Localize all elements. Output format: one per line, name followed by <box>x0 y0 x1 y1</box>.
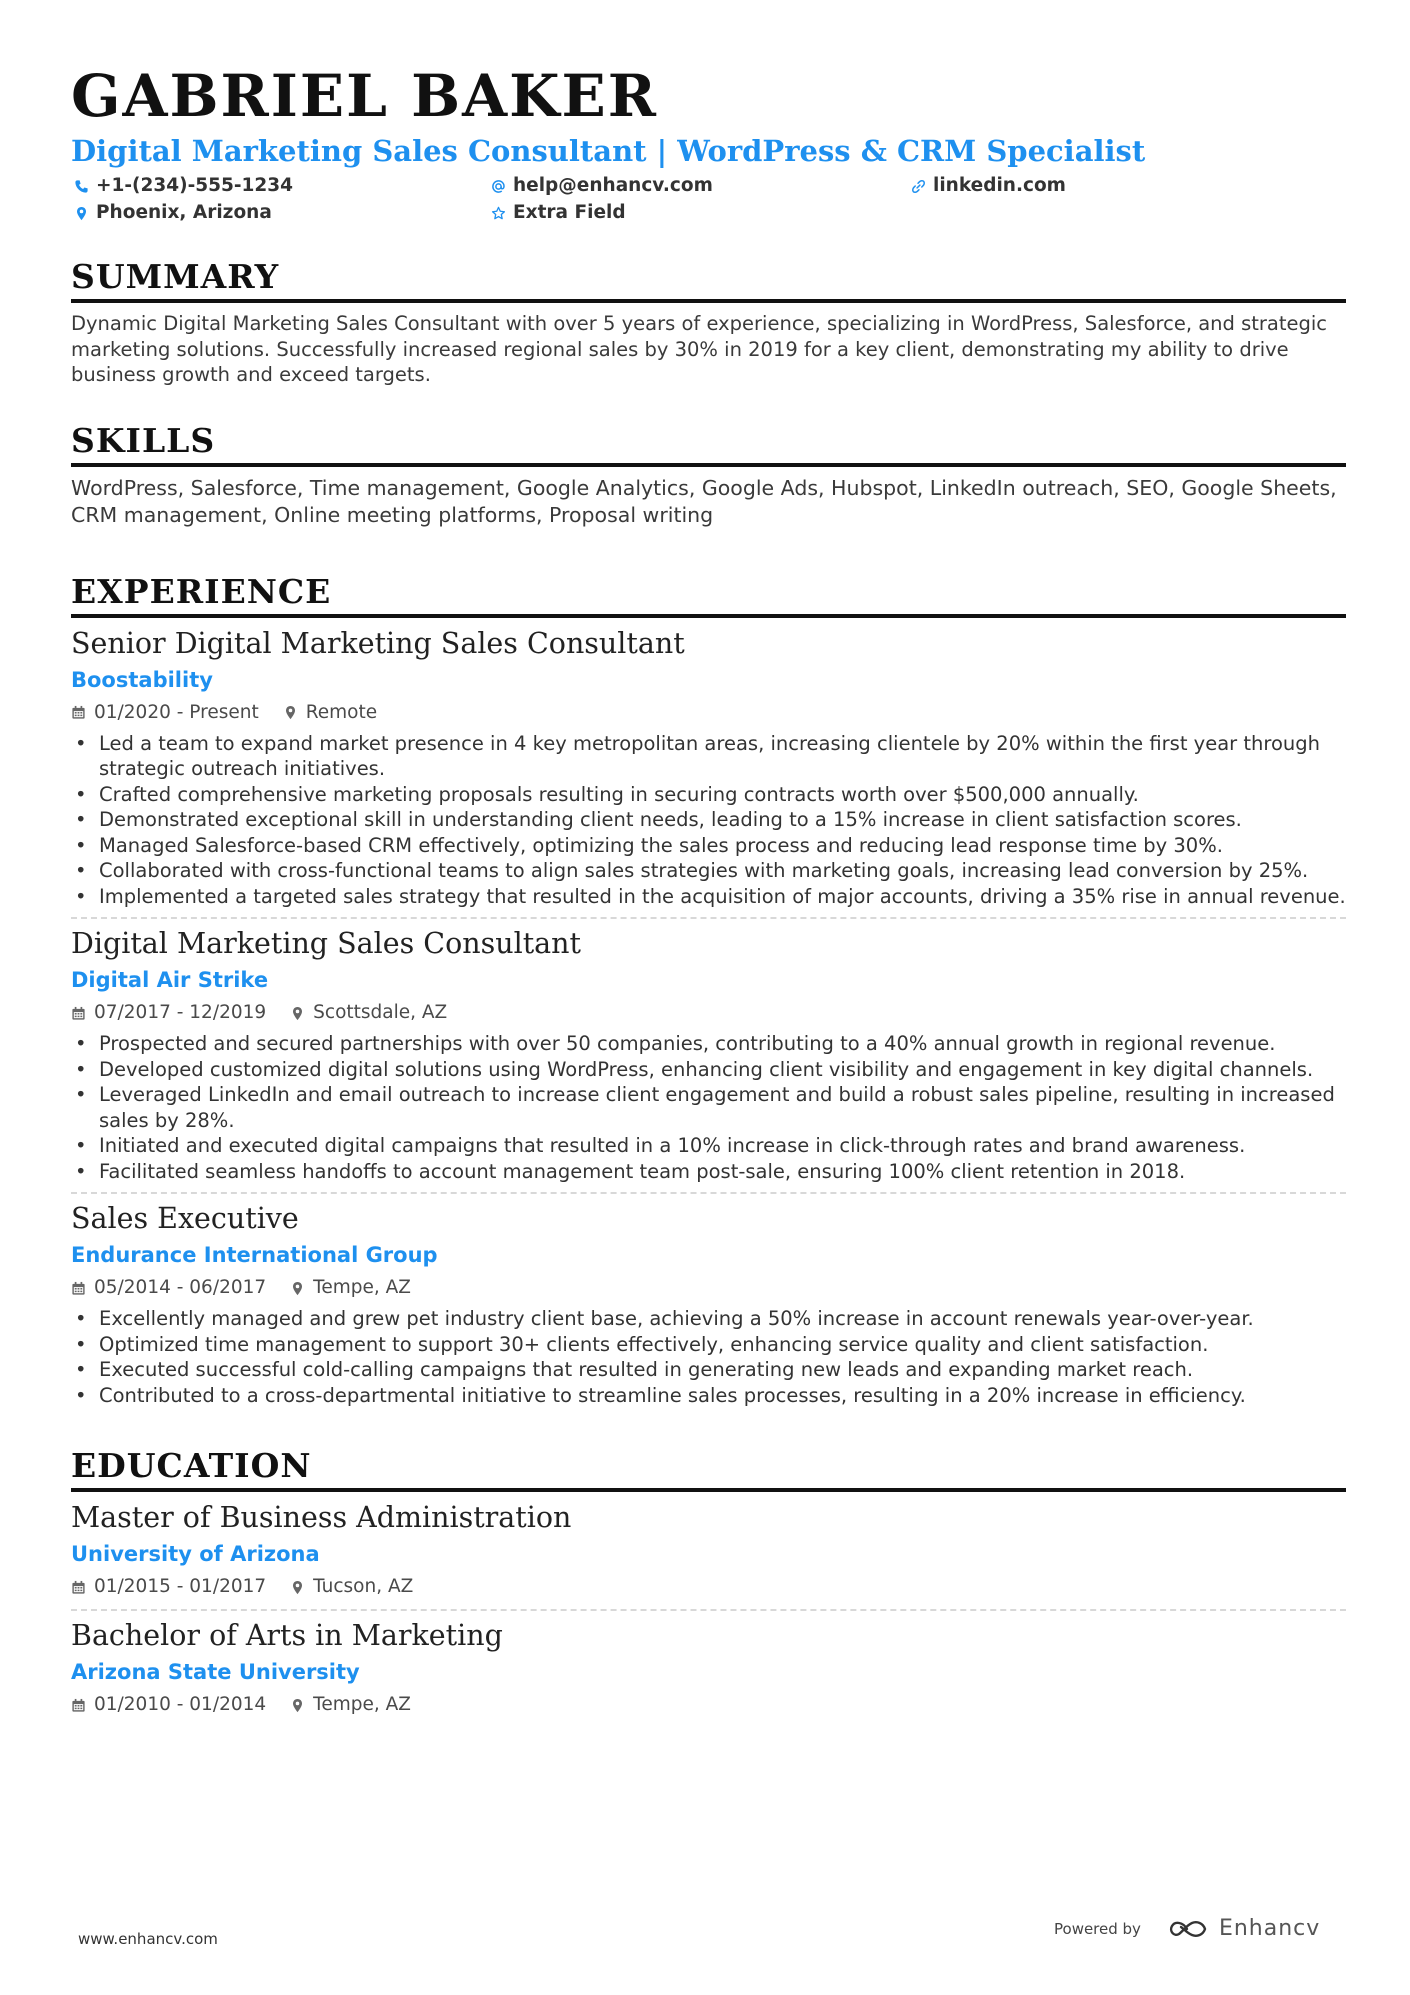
location-pin-icon <box>290 1698 305 1713</box>
list-item: • Optimized time management to support 30+ clients effectively, enhancing service quality and client satisfaction. <box>71 1332 1346 1358</box>
job-location: Scottsdale, AZ <box>313 1002 448 1023</box>
experience-section <box>71 570 1346 1409</box>
resume-page <box>71 60 1346 1719</box>
list-item: • Leveraged LinkedIn and email outreach to increase client engagement and build a robust sales pipeline, resulting in increased sales by 28%. <box>71 1082 1346 1133</box>
job-meta <box>71 1274 1346 1302</box>
company-name[interactable]: Digital Air Strike <box>71 968 269 992</box>
at-icon <box>490 178 506 194</box>
job-title: Senior Digital Marketing Sales Consultant <box>71 626 685 660</box>
education-heading: EDUCATION <box>71 1444 1346 1492</box>
job-bullets <box>71 1031 1346 1184</box>
contact-location <box>73 200 272 226</box>
phone-icon <box>73 178 89 194</box>
location-pin-icon <box>290 1006 305 1021</box>
summary-text: Dynamic Digital Marketing Sales Consultant with over 5 years of experience, specializing in WordPress, Salesforce, and strategic marketing solutions. Successfully increased regional sales by 30% in 2019 for a key client, demonstrating my ability to drive business growth and exceed targets. <box>71 312 1328 386</box>
education-meta <box>71 1691 1346 1719</box>
location-text: Phoenix, Arizona <box>96 202 272 223</box>
list-item: • Prospected and secured partnerships with over 50 companies, contributing to a 40% annual growth in regional revenue. <box>71 1031 1346 1057</box>
education-section <box>71 1444 1346 1719</box>
contact-phone[interactable] <box>73 173 293 199</box>
enhancv-brand: Enhancv <box>1218 1916 1321 1941</box>
calendar-icon <box>71 1006 86 1021</box>
contact-info <box>71 172 1346 230</box>
education-dates: 01/2010 - 01/2014 <box>94 1694 267 1715</box>
list-item: • Implemented a targeted sales strategy that resulted in the acquisition of major accounts, driving a 35% rise in annual revenue. <box>71 884 1346 910</box>
entry-divider <box>71 1192 1346 1194</box>
school-name[interactable]: University of Arizona <box>71 1542 320 1566</box>
list-item: • Led a team to expand market presence in 4 key metropolitan areas, increasing clientele by 20% within the first year through strategic outreach initiatives. <box>71 731 1346 782</box>
location-pin-icon <box>283 705 298 720</box>
candidate-name: GABRIEL BAKER <box>71 62 658 130</box>
location-pin-icon <box>290 1281 305 1296</box>
contact-extra <box>490 200 626 226</box>
job-dates: 05/2014 - 06/2017 <box>94 1277 267 1298</box>
job-title: Digital Marketing Sales Consultant <box>71 927 581 960</box>
star-icon <box>490 205 506 221</box>
education-location: Tempe, AZ <box>313 1694 411 1715</box>
summary-section <box>71 255 1346 388</box>
experience-entry <box>71 1200 1346 1408</box>
list-item: • Demonstrated exceptional skill in understanding client needs, leading to a 15% increase in client satisfaction scores. <box>71 807 1346 833</box>
list-item: • Contributed to a cross-departmental initiative to streamline sales processes, resulting in a 20% increase in efficiency. <box>71 1383 1346 1409</box>
list-item: • Executed successful cold-calling campaigns that resulted in generating new leads and expanding market reach. <box>71 1357 1346 1383</box>
skills-text: WordPress, Salesforce, Time management, Google Analytics, Google Ads, Hubspot, LinkedIn outreach, SEO, Google Sheets, CRM management, Online meeting platforms, Proposal writing <box>71 475 1337 527</box>
job-location: Remote <box>305 701 378 723</box>
job-bullets <box>71 1306 1346 1408</box>
calendar-icon <box>71 705 86 720</box>
job-bullets <box>71 731 1346 910</box>
job-title: Sales Executive <box>71 1202 299 1235</box>
email-text: help@enhancv.com <box>513 175 713 196</box>
education-entry <box>71 1617 1346 1719</box>
job-dates: 07/2017 - 12/2019 <box>94 1002 267 1023</box>
enhancv-logo-icon <box>1167 1917 1213 1941</box>
footer-website[interactable]: www.enhancv.com <box>78 1930 218 1948</box>
list-item: • Collaborated with cross-functional teams to align sales strategies with marketing goals, increasing lead conversion by 25%. <box>71 858 1346 884</box>
school-name[interactable]: Arizona State University <box>71 1660 360 1684</box>
calendar-icon <box>71 1281 86 1296</box>
education-meta <box>71 1573 1346 1601</box>
summary-heading: SUMMARY <box>71 255 1346 303</box>
footer-branding[interactable] <box>1054 1916 1320 1941</box>
experience-entry <box>71 925 1346 1184</box>
list-item: • Crafted comprehensive marketing proposals resulting in securing contracts worth over $500,000 annually. <box>71 782 1346 808</box>
powered-by-label: Powered by <box>1054 1919 1141 1938</box>
skills-section <box>71 419 1346 529</box>
company-name[interactable]: Endurance International Group <box>71 1243 438 1267</box>
job-meta <box>71 999 1346 1027</box>
extra-field-text: Extra Field <box>513 202 626 223</box>
list-item: • Excellently managed and grew pet industry client base, achieving a 50% increase in account renewals year-over-year. <box>71 1306 1346 1332</box>
education-entry <box>71 1499 1346 1601</box>
skills-heading: SKILLS <box>71 419 1346 467</box>
job-location: Tempe, AZ <box>313 1277 411 1298</box>
degree-title: Bachelor of Arts in Marketing <box>71 1619 503 1652</box>
job-dates: 01/2020 - Present <box>94 701 259 723</box>
link-text: linkedin.com <box>933 175 1066 196</box>
calendar-icon <box>71 1698 86 1713</box>
location-pin-icon <box>290 1580 305 1595</box>
entry-divider <box>71 917 1346 919</box>
list-item: • Initiated and executed digital campaigns that resulted in a 10% increase in click-through rates and brand awareness. <box>71 1133 1346 1159</box>
list-item: • Facilitated seamless handoffs to account management team post-sale, ensuring 100% client retention in 2018. <box>71 1159 1346 1185</box>
list-item: • Developed customized digital solutions using WordPress, enhancing client visibility and engagement in key digital channels. <box>71 1057 1346 1083</box>
contact-link[interactable] <box>910 173 1066 199</box>
education-location: Tucson, AZ <box>313 1576 414 1597</box>
experience-heading: EXPERIENCE <box>71 570 1346 618</box>
contact-email[interactable] <box>490 173 713 199</box>
entry-divider <box>71 1609 1346 1611</box>
experience-entry <box>71 625 1346 910</box>
education-dates: 01/2015 - 01/2017 <box>94 1576 267 1597</box>
calendar-icon <box>71 1580 86 1595</box>
phone-text: +1-(234)-555-1234 <box>96 175 294 196</box>
company-name[interactable]: Boostability <box>71 667 213 692</box>
list-item: • Managed Salesforce-based CRM effectively, optimizing the sales process and reducing lead response time by 30%. <box>71 833 1346 859</box>
candidate-headline: Digital Marketing Sales Consultant | WordPress & CRM Specialist <box>71 134 1146 168</box>
location-pin-icon <box>73 205 89 221</box>
link-icon <box>910 178 926 194</box>
degree-title: Master of Business Administration <box>71 1501 572 1534</box>
job-meta <box>71 699 1346 727</box>
